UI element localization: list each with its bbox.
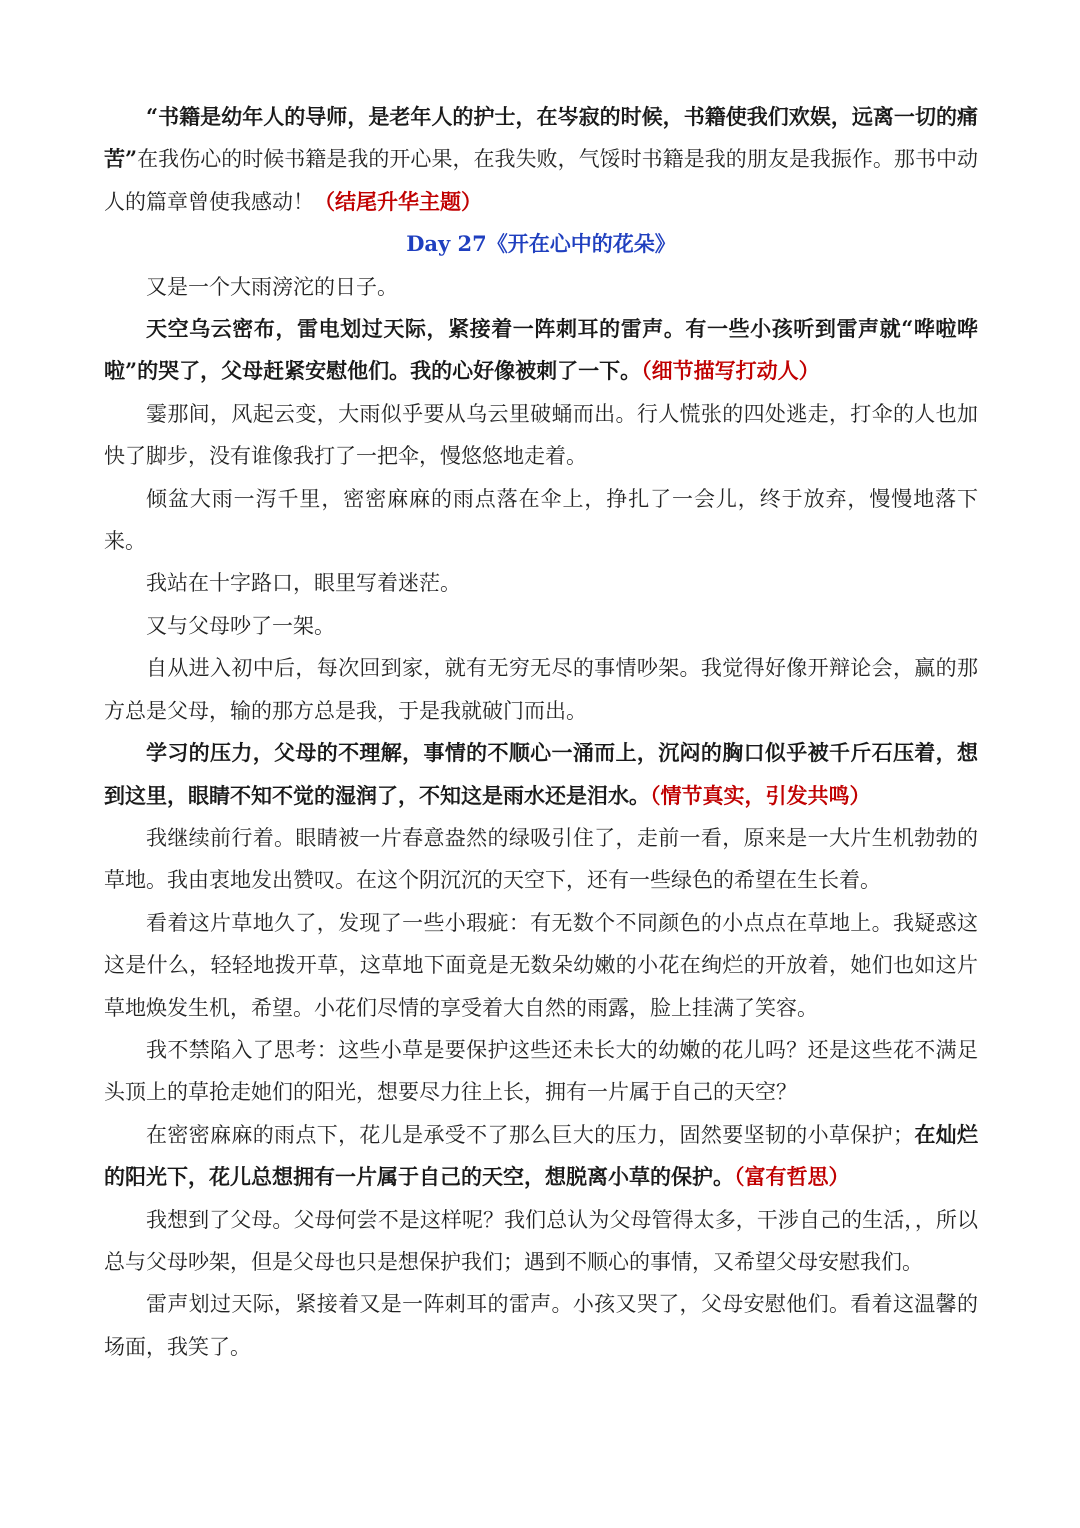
paragraph-7: 又与父母吵了一架。 [146, 613, 335, 638]
essay-title: Day 27《开在心中的花朵》 [406, 231, 676, 257]
paragraph-3 [104, 308, 978, 393]
paragraph-5: 倾盆大雨一泻千里，密密麻麻的雨点落在伞上，挣扎了一会儿，终于放弃，慢慢地落下来。 [104, 486, 978, 554]
highlight-text: 学习的压力，父母的不理解，事情的不顺心一涌而上，沉闷的胸口似乎被千斤石压着，想到这里，眼睛不知不觉的湿润了，不知这是雨水还是泪水。 [104, 740, 978, 808]
paragraph-10: 我继续前行着。眼睛被一片春意盎然的绿吸引住了，走前一看，原来是一大片生机勃勃的草地。我由衷地发出赞叹。在这个阴沉沉的天空下，还有一些绿色的希望在生长着。 [104, 825, 978, 893]
comment-note: （富有哲思） [734, 1164, 850, 1190]
paragraph-11: 看着这片草地久了，发现了一些小瑕疵：有无数个不同颜色的小点点在草地上。我疑惑这这是什么，轻轻地拨开草，这草地下面竟是无数朵幼嫩的小花在绚烂的开放着，她们也如这片草地焕发生机，希望。小花们尽情的享受着大自然的雨露，脸上挂满了笑容。 [104, 910, 978, 1020]
paragraph-12: 我不禁陷入了思考：这些小草是要保护这些还未长大的幼嫩的花儿吗？还是这些花不满足头顶上的草抢走她们的阳光，想要尽力往上长，拥有一片属于自己的天空？ [104, 1037, 978, 1105]
paragraph-8: 自从进入初中后，每次回到家，就有无穷无尽的事情吵架。我觉得好像开辩论会，赢的那方总是父母，输的那方总是我，于是我就破门而出。 [104, 656, 978, 723]
paragraph-9 [104, 732, 978, 817]
paragraph-text: 在密密麻麻的雨点下，花儿是承受不了那么巨大的压力，固然要坚韧的小草保护； [146, 1122, 914, 1147]
comment-note: （细节描写打动人） [641, 358, 820, 384]
paragraph-14: 我想到了父母。父母何尝不是这样呢？我们总认为父母管得太多，干涉自己的生活，，所以总与父母吵架，但是父母也只是想保护我们；遇到不顺心的事情，又希望父母安慰我们。 [104, 1207, 978, 1274]
paragraph-1 [104, 96, 978, 223]
paragraph-4: 霎那间，风起云变，大雨似乎要从乌云里破蛹而出。行人慌张的四处逃走，打伞的人也加快了脚步，没有谁像我打了一把伞，慢悠悠地走着。 [104, 401, 978, 469]
essay-page [104, 96, 978, 1368]
quote-text: “书籍是幼年人的导师，是老年人的护士，在岑寂的时候，书籍使我们欢娱，远离一切的痛苦” [104, 104, 978, 172]
highlight-text: 天空乌云密布，雷电划过天际，紧接着一阵刺耳的雷声。有一些小孩听到雷声就“哗啦哗啦”的哭了，父母赶紧安慰他们。我的心好像被刺了一下。 [104, 316, 978, 384]
highlight-text: 在灿烂的阳光下，花儿总想拥有一片属于自己的天空，想脱离小草的保护。 [104, 1121, 979, 1190]
comment-note: （情节真实，引发共鸣） [650, 782, 871, 808]
paragraph-2: 又是一个大雨滂沱的日子。 [146, 274, 398, 299]
paragraph-15: 雷声划过天际，紧接着又是一阵刺耳的雷声。小孩又哭了，父母安慰他们。看着这温馨的场面，我笑了。 [104, 1292, 978, 1359]
paragraph-6: 我站在十字路口，眼里写着迷茫。 [146, 571, 461, 596]
paragraph-text: 在我伤心的时候书籍是我的开心果，在我失败，气馁时书籍是我的朋友是我振作。那书中动人的篇章曾使我感动！ [104, 147, 978, 214]
paragraph-13 [104, 1114, 978, 1199]
comment-note: （结尾升华主题） [314, 188, 482, 214]
